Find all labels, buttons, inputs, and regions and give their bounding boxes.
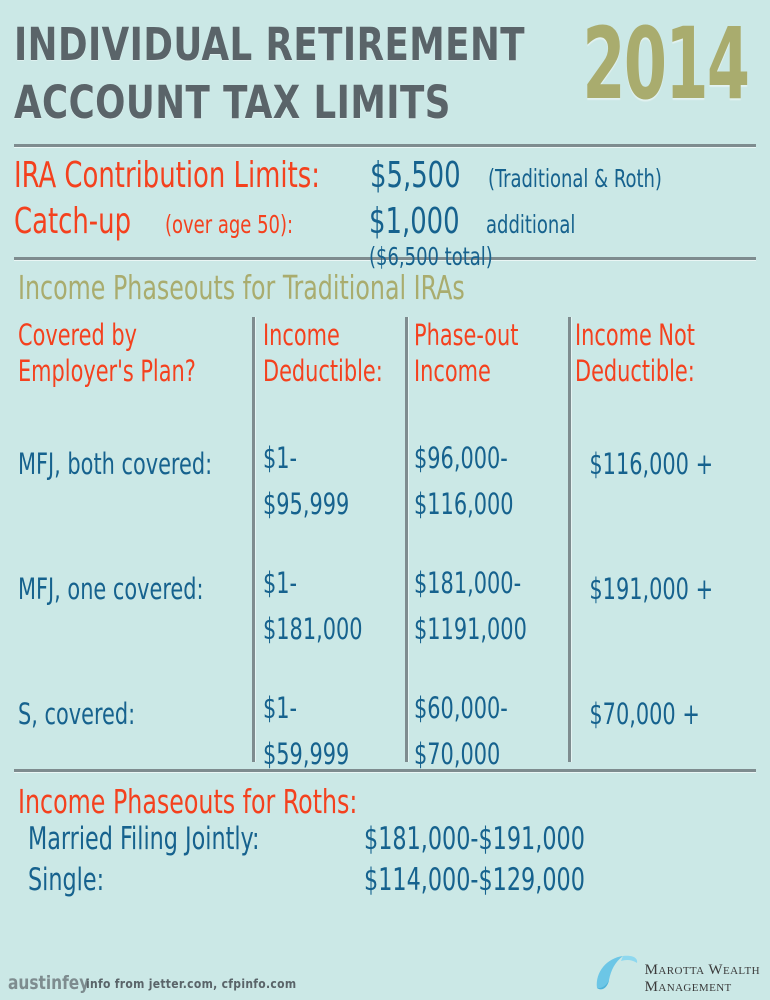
table-row [14,550,756,675]
row-not-deductible-cell [561,435,756,487]
row-not-deductible: $116,000 + [589,447,713,481]
row-not-deductible: $70,000 + [589,697,700,731]
row-phaseout-cell [400,685,561,777]
table-row [14,425,756,550]
company-name-line2: Management [644,979,732,995]
row-category-cell [14,435,249,487]
catchup-note-total: ($6,500 total) [368,242,493,271]
header-phaseout-line1: Phase-out [413,318,519,352]
row-deductible-cell [249,435,400,527]
row-deductible-line1: $1- [262,691,297,725]
ira-limit-value-wrap [370,155,705,196]
table-header-cell-not-deductible [561,317,756,389]
row-phaseout-line2: $116,000 [413,487,514,521]
year-badge: 2014 [582,5,748,122]
catchup-value-wrap [369,201,756,271]
roth-value-wrap [364,862,640,898]
roth-label-wrap [28,862,364,898]
page-title-line2: ACCOUNT TAX LIMITS [14,76,451,129]
roth-value-wrap [364,821,640,857]
header-phaseout-line2: Income [413,354,491,388]
ira-limit-label: IRA Contribution Limits: [14,155,320,196]
row-not-deductible: $191,000 + [589,572,713,606]
row-phaseout-line1: $96,000- [413,441,508,475]
header-covered-line2: Employer's Plan? [18,354,196,388]
roth-label-single: Single: [28,862,105,898]
row-category-cell [14,560,249,612]
header-deductible-line2: Deductible: [262,354,383,388]
ira-limit-label-wrap [14,155,370,196]
catchup-value: $1,000 [368,201,460,242]
contribution-limits-block [14,147,756,271]
table-header-cell-phaseout [400,317,561,389]
column-divider-2 [405,317,408,762]
contribution-row-ira [14,155,756,201]
row-deductible-line1: $1- [262,441,297,475]
ira-limit-value: $5,500 [370,155,461,196]
row-category: MFJ, one covered: [18,572,204,606]
row-not-deductible-cell [561,560,756,612]
row-phaseout-cell [400,560,561,652]
source-credit: info from jetter.com, cfpinfo.com [86,977,297,991]
wave-icon [593,954,639,994]
company-name-line1: Marotta Wealth [644,962,760,978]
table-header-cell-deductible [249,317,400,389]
header-not-deductible-line2: Deductible: [574,354,695,388]
catchup-note: additional [486,210,576,239]
traditional-phaseout-table [14,309,756,769]
company-name [645,962,760,996]
row-category-cell [14,685,249,737]
header-not-deductible-line1: Income Not [574,318,695,352]
roth-label-mfj: Married Filing Jointly: [28,821,260,857]
roth-label-wrap [28,821,364,857]
row-deductible-cell [249,560,400,652]
table-header-cell-covered [14,317,249,389]
row-deductible-line1: $1- [262,566,297,600]
row-deductible-line2: $181,000 [262,612,363,646]
row-phaseout-line2: $1191,000 [413,612,527,646]
author-credit: austinfey [8,972,90,994]
roth-section-title: Income Phaseouts for Roths: [18,782,358,821]
row-phaseout-cell [400,435,561,527]
row-not-deductible-cell [561,685,756,737]
traditional-section-title: Income Phaseouts for Traditional IRAs [18,268,465,307]
row-phaseout-line1: $181,000- [413,566,521,600]
row-deductible-cell [249,685,400,777]
row-deductible-line2: $95,999 [262,487,349,521]
roth-row-single [14,862,756,903]
row-phaseout-line2: $70,000 [413,737,501,771]
page-title [14,16,595,132]
catchup-label-note: (over age 50): [164,210,293,239]
ira-limit-note: (Traditional & Roth) [487,164,662,193]
column-divider-1 [252,317,255,762]
roth-value-mfj: $181,000-$191,000 [364,821,585,857]
row-category: S, covered: [18,697,136,731]
row-phaseout-line1: $60,000- [413,691,508,725]
column-divider-3 [568,317,571,762]
contribution-row-catchup [14,201,756,271]
catchup-label: Catch-up [14,201,132,242]
row-category: MFJ, both covered: [18,447,213,481]
header-deductible-line1: Income [262,318,340,352]
footer [0,960,770,1000]
roth-row-mfj [14,821,756,862]
header-block [14,0,756,144]
row-deductible-line2: $59,999 [262,737,349,771]
table-header-row [14,309,756,425]
company-logo [593,954,760,996]
header-covered-line1: Covered by [18,318,137,352]
roth-value-single: $114,000-$129,000 [364,862,585,898]
catchup-label-wrap [14,201,369,242]
page-title-line1: INDIVIDUAL RETIREMENT [14,18,525,71]
